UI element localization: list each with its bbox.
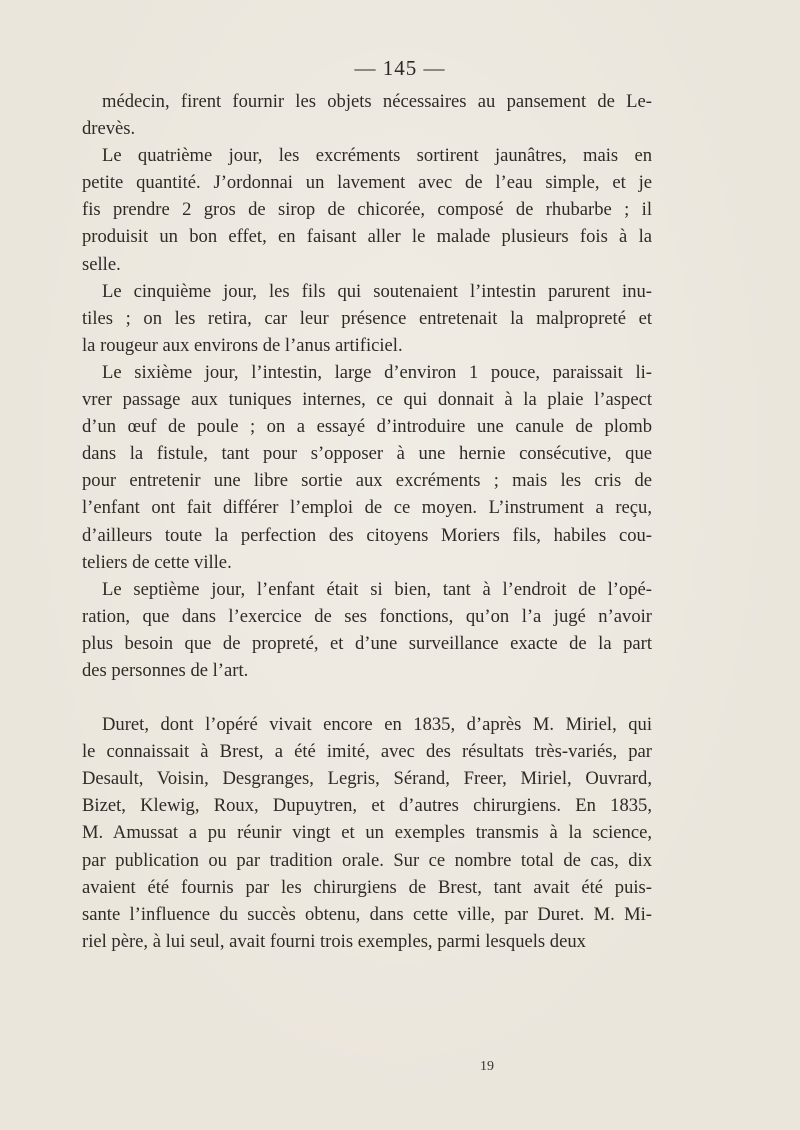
text-line: avaient été fournis par les chirurgiens de Brest, tant avait été puis- [82,876,652,898]
text-line: la rougeur aux environs de l’anus artificiel. [82,334,403,356]
paragraph [82,711,652,955]
paragraph [82,278,652,359]
text-line: dans la fistule, tant pour s’opposer à une hernie consécutive, que [82,443,652,465]
text-line: riel père, à lui seul, avait fourni trois exemples, parmi lesquels deux [82,930,586,952]
text-line: Bizet, Klewig, Roux, Dupuytren, et d’autres chirurgiens. En 1835, [82,795,652,817]
text-line: teliers de cette ville. [82,551,232,573]
text-line: tiles ; on les retira, car leur présence entretenait la malpropreté et [82,307,652,329]
text-line: médecin, firent fournir les objets nécessaires au pansement de Le- [102,91,652,112]
text-line: Le cinquième jour, les fils qui soutenaient l’intestin parurent inu- [102,280,652,302]
paragraph-gap [82,684,652,711]
text-line: d’ailleurs toute la perfection des citoyens Moriers fils, habiles cou- [82,524,652,546]
paragraph [82,142,652,277]
text-line: l’enfant ont fait différer l’emploi de ce moyen. L’instrument a reçu, [82,497,652,519]
text-line: drevès. [82,118,136,140]
text-line: vrer passage aux tuniques internes, ce qui donnait à la plaie l’aspect [82,389,652,411]
paragraph [82,359,652,576]
text-line: Desault, Voisin, Desgranges, Legris, Sérand, Freer, Miriel, Ouvrard, [82,768,652,790]
body-text [82,88,652,955]
text-line: d’un œuf de poule ; on a essayé d’introduire une canule de plomb [82,416,652,438]
text-line: Le sixième jour, l’intestin, large d’environ 1 pouce, paraissait li- [102,361,652,383]
page-number: — 145 — [354,56,446,80]
text-line: des personnes de l’art. [82,659,249,681]
text-line: par publication ou par tradition orale. Sur ce nombre total de cas, dix [82,849,652,871]
text-line: Le septième jour, l’enfant était si bien, tant à l’endroit de l’opé- [102,578,652,600]
text-line: sante l’influence du succès obtenu, dans cette ville, par Duret. M. Mi- [82,903,652,925]
paragraph [82,88,652,142]
text-line: plus besoin que de propreté, et d’une surveillance exacte de la part [82,632,652,654]
text-line: ration, que dans l’exercice de ses fonctions, qu’on l’a jugé n’avoir [82,605,652,627]
text-line: produisit un bon effet, en faisant aller le malade plusieurs fois à la [82,226,652,248]
text-line: petite quantité. J’ordonnai un lavement avec de l’eau simple, et je [82,172,652,194]
text-line: M. Amussat a pu réunir vingt et un exemples transmis à la science, [82,822,652,844]
text-line: Duret, dont l’opéré vivait encore en 1835, d’après M. Miriel, qui [102,714,652,736]
text-line: fis prendre 2 gros de sirop de chicorée, composé de rhubarbe ; il [82,199,652,221]
paragraph [82,576,652,684]
text-line: pour entretenir une libre sortie aux excréments ; mais les cris de [82,470,652,492]
text-line: le connaissait à Brest, a été imité, avec des résultats très-variés, par [82,741,652,763]
text-line: Le quatrième jour, les excréments sortirent jaunâtres, mais en [102,145,652,167]
signature-mark: 19 [480,1059,494,1074]
text-line: selle. [82,253,121,275]
